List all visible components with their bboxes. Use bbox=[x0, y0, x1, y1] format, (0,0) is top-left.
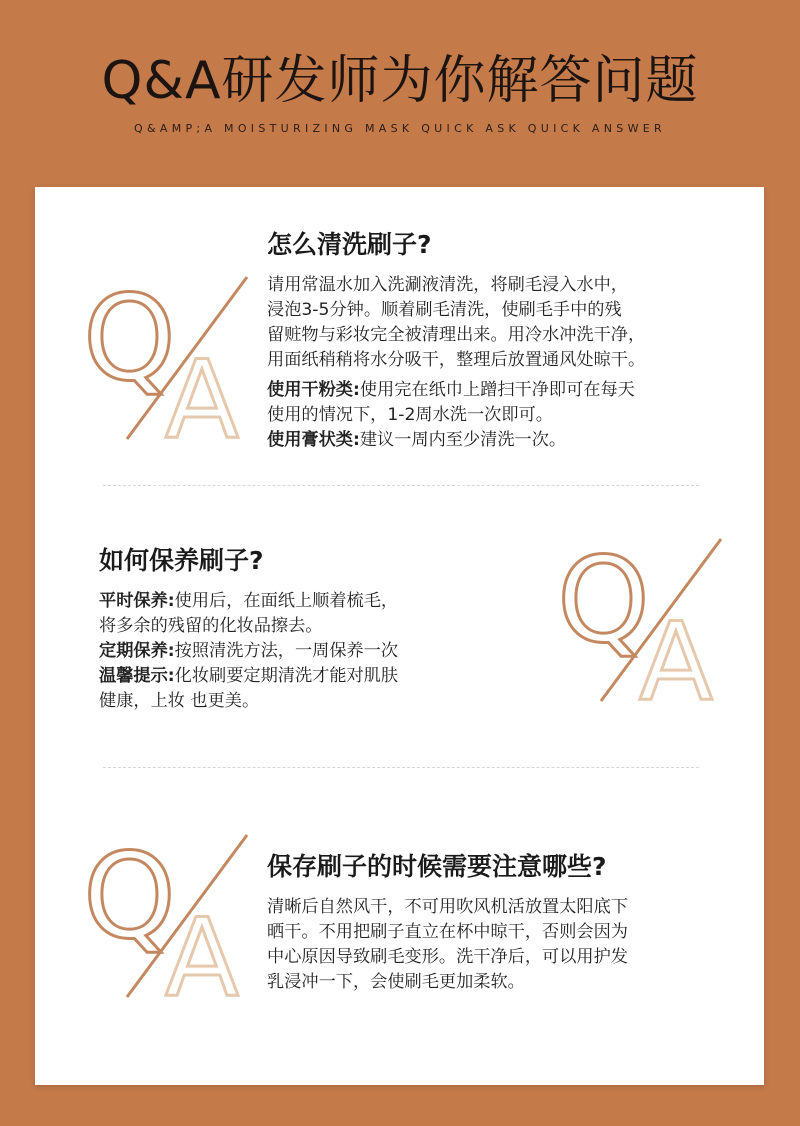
answer-line bbox=[99, 639, 519, 664]
answer-line bbox=[267, 403, 747, 428]
answer-line bbox=[267, 945, 747, 970]
answer-line bbox=[267, 378, 747, 403]
qa-logo-icon bbox=[549, 531, 729, 706]
line-text: 使用完在纸巾上蹭扫干净即可在每天 bbox=[359, 380, 635, 400]
answer-line bbox=[267, 323, 747, 348]
answer-text bbox=[99, 589, 519, 714]
answer-text bbox=[267, 895, 747, 995]
qa-section-1 bbox=[267, 225, 747, 453]
line-label: 定期保养: bbox=[99, 641, 175, 661]
question-title: 如何保养刷子? bbox=[99, 546, 264, 575]
page-subtitle: Q&AMP;A MOISTURIZING MASK QUICK ASK QUICK ANSWER bbox=[134, 122, 666, 135]
line-text: 请用常温水加入洗涮液清洗，将刷毛浸入水中， bbox=[267, 275, 628, 295]
answer-line bbox=[99, 589, 519, 614]
question-title: 保存刷子的时候需要注意哪些? bbox=[267, 852, 607, 881]
line-label: 平时保养: bbox=[99, 591, 175, 611]
qa-section-2 bbox=[99, 541, 519, 714]
page-title: Q&A研发师为你解答问题 bbox=[101, 51, 699, 111]
line-text: 按照清洗方法，一周保养一次 bbox=[174, 641, 399, 661]
answer-line bbox=[267, 273, 747, 298]
line-text: 使用的情况下，1-2周水洗一次即可。 bbox=[267, 405, 553, 425]
qa-q-letter: Q bbox=[557, 531, 650, 669]
answer-line bbox=[267, 895, 747, 920]
line-text: 留赃物与彩妆完全被清理出来。用冷水冲洗干净， bbox=[267, 325, 646, 345]
line-text: 建议一周内至少清洗一次。 bbox=[359, 430, 567, 450]
qa-section-3 bbox=[267, 847, 747, 995]
line-text: 清晰后自然风干，不可用吹风机活放置太阳底下 bbox=[267, 897, 628, 917]
line-text: 将多余的残留的化妆品擦去。 bbox=[99, 616, 323, 636]
line-label: 使用膏状类: bbox=[267, 430, 360, 450]
line-text: 浸泡3-5分钟。顺着刷毛清洗，使刷毛手中的残 bbox=[267, 300, 622, 320]
line-label: 温馨提示: bbox=[99, 666, 175, 686]
line-text: 中心原因导致刷毛变形。洗干净后，可以用护发 bbox=[267, 947, 628, 967]
line-text: 化妆刷要定期清洗才能对肌肤 bbox=[174, 666, 399, 686]
question-title: 怎么清洗刷子? bbox=[267, 230, 432, 259]
content-card bbox=[35, 187, 764, 1085]
qa-logo-icon bbox=[75, 269, 255, 444]
qa-a-letter: A bbox=[165, 338, 239, 444]
section-divider bbox=[103, 767, 699, 768]
line-text: 乳浸冲一下，会使刷毛更加柔软。 bbox=[267, 972, 525, 992]
line-text: 用面纸稍稍将水分吸干，整理后放置通风处晾干。 bbox=[267, 350, 646, 370]
answer-line bbox=[267, 298, 747, 323]
answer-line bbox=[99, 689, 519, 714]
qa-q-letter: Q bbox=[83, 269, 176, 407]
qa-a-letter: A bbox=[165, 896, 239, 1002]
answer-line bbox=[267, 348, 747, 373]
line-label: 使用干粉类: bbox=[267, 380, 360, 400]
answer-line bbox=[267, 970, 747, 995]
line-text: 健康，上妆 也更美。 bbox=[99, 691, 260, 711]
answer-line bbox=[99, 614, 519, 639]
answer-line bbox=[99, 664, 519, 689]
line-text: 使用后，在面纸上顺着梳毛， bbox=[174, 591, 399, 611]
answer-line bbox=[267, 920, 747, 945]
qa-a-letter: A bbox=[639, 600, 713, 706]
answer-text bbox=[267, 273, 747, 453]
qa-q-letter: Q bbox=[83, 827, 176, 965]
qa-logo-icon bbox=[75, 827, 255, 1002]
answer-line bbox=[267, 428, 747, 453]
section-divider bbox=[103, 485, 699, 486]
line-text: 晒干。不用把刷子直立在杯中晾干，否则会因为 bbox=[267, 922, 628, 942]
